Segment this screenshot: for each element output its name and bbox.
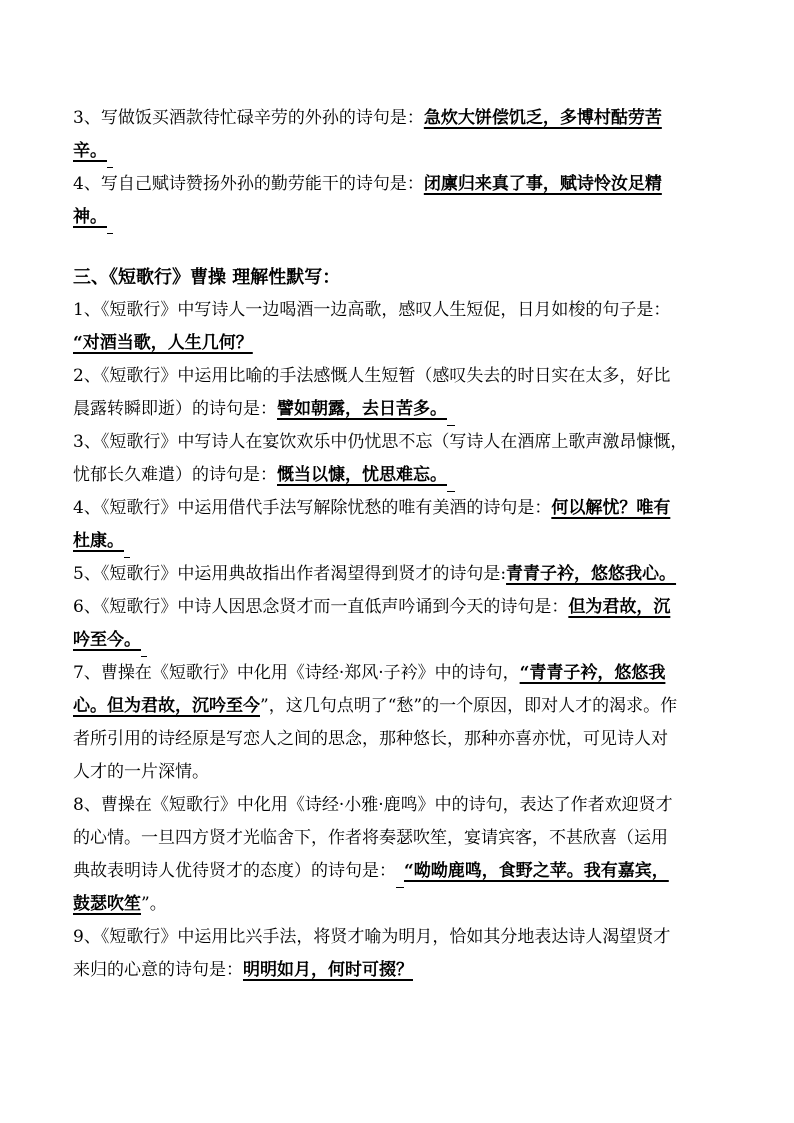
question-prompt: 9、《短歌行》中运用比兴手法，将贤才喻为明月，恰如其分地表达诗人渴望贤才 bbox=[73, 927, 671, 947]
question-prompt: 7、曹操在《短歌行》中化用《诗经·郑风·子衿》中的诗句， bbox=[73, 663, 520, 683]
question-line bbox=[73, 168, 733, 201]
question-line bbox=[73, 558, 733, 591]
question-line bbox=[73, 855, 733, 888]
answer-text: 闭廪归来真了事，赋诗怜汝足精 bbox=[423, 174, 662, 194]
answer-text: 心。但为君故，沉吟至今 bbox=[73, 696, 260, 716]
question-line bbox=[73, 102, 733, 135]
question-line bbox=[73, 624, 733, 657]
question-line bbox=[73, 492, 733, 525]
answer-text: “对酒当歌，人生几何？ bbox=[73, 333, 253, 353]
question-line bbox=[73, 888, 733, 921]
question-prompt: 典故表明诗人优待贤才的态度）的诗句是： bbox=[73, 861, 396, 881]
answer-blank bbox=[447, 401, 455, 426]
question-prompt: 来归的心意的诗句是： bbox=[73, 960, 243, 980]
answer-text: 神。 bbox=[73, 207, 107, 227]
answer-text: “青青子衿，悠悠我 bbox=[519, 663, 666, 683]
section-heading: 三、《短歌行》曹操 理解性默写： bbox=[73, 267, 341, 288]
answer-text: 明明如月，何时可掇？ bbox=[243, 960, 413, 980]
answer-text: 鼓瑟吹笙 bbox=[73, 894, 141, 914]
answer-text: 何以解忧？唯有 bbox=[551, 498, 671, 518]
answer-text: 急炊大饼偿饥乏，多博村酤劳苦 bbox=[423, 108, 662, 128]
question-prompt: 4、《短歌行》中运用借代手法写解除忧愁的唯有美酒的诗句是： bbox=[73, 498, 552, 518]
question-line bbox=[73, 921, 733, 954]
answer-text: “呦呦鹿鸣，食野之苹。我有嘉宾， bbox=[404, 861, 669, 881]
answer-blank bbox=[447, 467, 455, 492]
question-prompt: 8、曹操在《短歌行》中化用《诗经·小雅·鹿鸣》中的诗句，表达了作者欢迎贤才 bbox=[73, 795, 673, 815]
question-prompt: 2、《短歌行》中运用比喻的手法感慨人生短暂（感叹失去的时日实在太多，好比 bbox=[73, 366, 671, 386]
question-prompt: 晨露转瞬即逝）的诗句是： bbox=[73, 399, 277, 419]
answer-text: 慨当以慷，忧思难忘。 bbox=[277, 465, 447, 485]
document-page bbox=[73, 102, 733, 987]
question-line bbox=[73, 789, 733, 822]
question-line bbox=[73, 723, 733, 756]
question-prompt: 1、《短歌行》中写诗人一边喝酒一边高歌，感叹人生短促，日月如梭的句子是： bbox=[73, 300, 671, 320]
question-line bbox=[73, 135, 733, 168]
question-prompt: 3、《短歌行》中写诗人在宴饮欢乐中仍忧思不忘（写诗人在酒席上歌声激昂慷慨， bbox=[73, 432, 688, 452]
answer-text: 青青子衿，悠悠我心。 bbox=[506, 564, 677, 584]
question-line bbox=[73, 201, 733, 234]
question-prompt: 5、《短歌行》中运用典故指出作者渴望得到贤才的诗句是: bbox=[73, 564, 507, 584]
question-line bbox=[73, 426, 733, 459]
answer-blank bbox=[107, 209, 113, 234]
answer-text: 杜康。 bbox=[73, 531, 124, 551]
question-line bbox=[73, 822, 733, 855]
answer-blank bbox=[396, 863, 404, 888]
question-line bbox=[73, 294, 733, 327]
question-line bbox=[73, 525, 733, 558]
answer-text: 辛。 bbox=[73, 141, 107, 161]
question-text: 者所引用的诗经原是写恋人之间的思念，那种悠长，那种亦喜亦忧，可见诗人对 bbox=[73, 729, 668, 749]
question-line bbox=[73, 657, 733, 690]
question-prompt: 忧郁长久难遣）的诗句是： bbox=[73, 465, 277, 485]
question-text: 人才的一片深情。 bbox=[73, 762, 209, 782]
question-prompt: 6、《短歌行》中诗人因思念贤才而一直低声吟诵到今天的诗句是： bbox=[73, 597, 569, 617]
answer-blank bbox=[124, 533, 130, 558]
answer-blank bbox=[107, 143, 113, 168]
answer-text: 譬如朝露，去日苦多。 bbox=[277, 399, 447, 419]
question-line bbox=[73, 591, 733, 624]
question-prompt: 3、写做饭买酒款待忙碌辛劳的外孙的诗句是： bbox=[73, 108, 424, 128]
question-text: ”。 bbox=[141, 894, 167, 914]
question-line bbox=[73, 690, 733, 723]
question-line bbox=[73, 360, 733, 393]
question-text: ”，这几句点明了“愁”的一个原因，即对人才的渴求。作 bbox=[260, 696, 678, 716]
question-line bbox=[73, 393, 733, 426]
question-prompt: 4、写自己赋诗赞扬外孙的勤劳能干的诗句是： bbox=[73, 174, 424, 194]
question-line bbox=[73, 459, 733, 492]
question-line bbox=[73, 756, 733, 789]
answer-blank bbox=[141, 632, 147, 657]
question-line bbox=[73, 327, 733, 360]
answer-text: 吟至今。 bbox=[73, 630, 141, 650]
question-line bbox=[73, 954, 733, 987]
question-prompt: 的心情。一旦四方贤才光临舍下，作者将奏瑟吹笙，宴请宾客，不甚欣喜（运用 bbox=[73, 828, 668, 848]
answer-text: 但为君故，沉 bbox=[568, 597, 671, 617]
